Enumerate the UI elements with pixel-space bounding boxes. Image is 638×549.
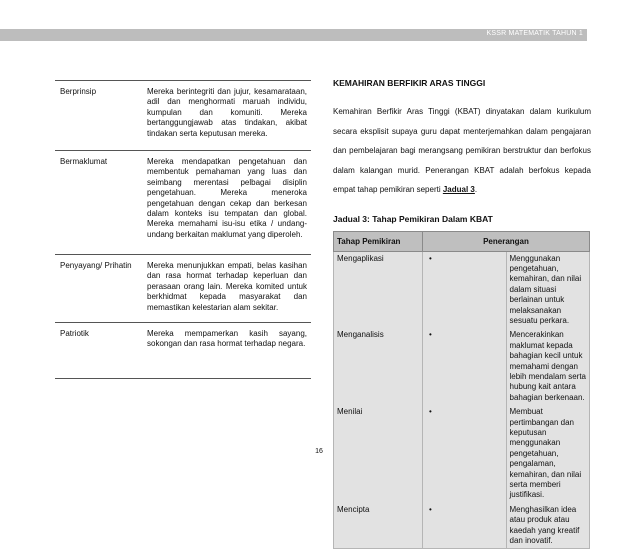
- value-term: Bermaklumat: [55, 151, 143, 255]
- value-term: Patriotik: [55, 323, 143, 379]
- thinking-level: Menganalisis: [334, 328, 423, 405]
- bullet-icon: •: [423, 328, 507, 405]
- value-term: Penyayang/ Prihatin: [55, 255, 143, 323]
- kbat-section: [333, 78, 591, 549]
- value-description: Mereka menunjukkan empati, belas kasihan dan rasa hormat terhadap keperluan dan perasaan orang lain. Mereka komited untuk berkhidmat kepada masyarakat dan memastikan kelestarian alam sekitar.: [143, 255, 311, 323]
- bullet-icon: •: [423, 405, 507, 503]
- bullet-icon: •: [423, 251, 507, 328]
- bullet-icon: •: [423, 503, 507, 549]
- kbat-paragraph: [333, 102, 591, 200]
- section-title: KEMAHIRAN BERFIKIR ARAS TINGGI: [333, 78, 591, 88]
- value-description: Mereka mempamerkan kasih sayang, sokongan dan rasa hormat terhadap negara.: [143, 323, 311, 379]
- kbat-table: [333, 231, 590, 549]
- table-reference-link[interactable]: Jadual 3: [443, 185, 475, 194]
- table-row: [334, 251, 590, 328]
- table-title: Jadual 3: Tahap Pemikiran Dalam KBAT: [333, 214, 591, 224]
- values-table: [55, 80, 311, 379]
- table-row: [334, 503, 590, 549]
- thinking-level: Mengaplikasi: [334, 251, 423, 328]
- column-header-level: Tahap Pemikiran: [334, 231, 423, 251]
- table-row: [55, 151, 311, 255]
- thinking-level: Menilai: [334, 405, 423, 503]
- header-band: [0, 29, 587, 41]
- level-description: Menggunakan pengetahuan, kemahiran, dan nilai dalam situasi berlainan untuk melaksanakan sesuatu perkara.: [506, 251, 590, 328]
- value-description: Mereka berintegriti dan jujur, kesamarataan, adil dan menghormati maruah individu, kumpulan dan komuniti. Mereka bertanggungjawab atas tindakan, akibat tindakan serta keputusan mereka.: [143, 81, 311, 151]
- thinking-level: Mencipta: [334, 503, 423, 549]
- paragraph-end: .: [475, 185, 477, 194]
- table-row: [55, 255, 311, 323]
- table-row: [55, 81, 311, 151]
- paragraph-text: Kemahiran Berfikir Aras Tinggi (KBAT) dinyatakan dalam kurikulum secara eksplisit supaya guru dapat menterjemahkan dalam pengajaran dan pembelajaran bagi merangsang pemikiran berstruktur dan berfokus dalam kalangan murid. Penerangan KBAT adalah berfokus kepada empat tahap pemikiran seperti: [333, 107, 591, 194]
- column-header-description: Penerangan: [423, 231, 590, 251]
- running-title: KSSR MATEMATIK TAHUN 1: [487, 30, 583, 37]
- table-row: [334, 328, 590, 405]
- level-description: Membuat pertimbangan dan keputusan menggunakan pengetahuan, pengalaman, kemahiran, dan nilai serta memberi justifikasi.: [506, 405, 590, 503]
- level-description: Mencerakinkan maklumat kepada bahagian kecil untuk memahami dengan lebih mendalam serta hubung kait antara bahagian berkenaan.: [506, 328, 590, 405]
- level-description: Menghasilkan idea atau produk atau kaedah yang kreatif dan inovatif.: [506, 503, 590, 549]
- table-row: [55, 323, 311, 379]
- value-description: Mereka mendapatkan pengetahuan dan membentuk pemahaman yang luas dan seimbang merentasi pelbagai disiplin pengetahuan. Mereka meneroka pengetahuan dengan cekap dan berkesan dalam konteks isu tempatan dan global. Mereka memahami isu-isu etika / undang-undang berkaitan maklumat yang diperoleh.: [143, 151, 311, 255]
- value-term: Berprinsip: [55, 81, 143, 151]
- page-number: 16: [0, 448, 638, 455]
- table-header-row: [334, 231, 590, 251]
